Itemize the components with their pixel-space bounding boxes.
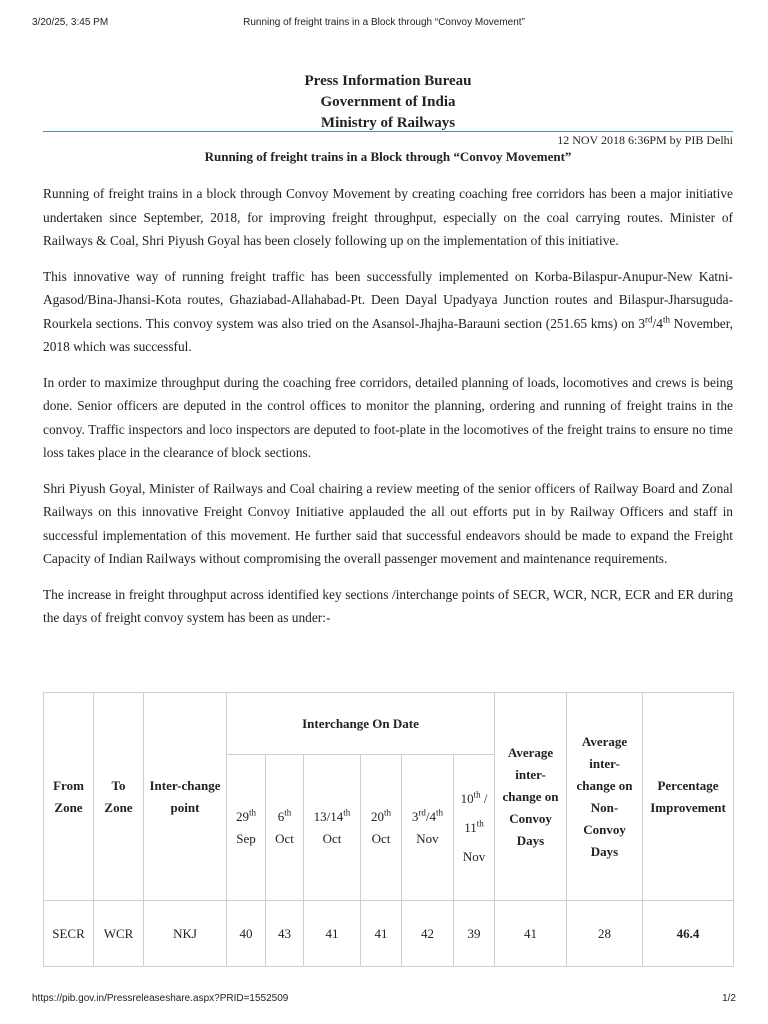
org-ministry: Ministry of Railways bbox=[320, 115, 456, 131]
header-date-1: 29th Sep bbox=[227, 755, 266, 901]
release-dateline: 12 NOV 2018 6:36PM by PIB Delhi bbox=[557, 133, 733, 147]
header-date-4: 20th Oct bbox=[361, 755, 402, 901]
paragraph-1: Running of freight trains in a block through Convoy Movement by creating coaching free corridors has been a major initiative undertaken since September, 2018, for improving freight throughput, especially on the coal carrying routes. Minister of Railways & Coal, Shri Piyush Goyal has been closely following up on the implementation of this initiative. bbox=[43, 186, 733, 248]
header-date-5: 3rd/4th Nov bbox=[402, 755, 454, 901]
header-date-6: 10th / 11th Nov bbox=[454, 755, 495, 901]
header-divider bbox=[43, 131, 733, 132]
org-block bbox=[0, 71, 768, 134]
page-url: https://pib.gov.in/Pressreleaseshare.aspx?PRID=1552509 bbox=[32, 993, 289, 1004]
interchange-table bbox=[43, 692, 734, 967]
print-doc-title: Running of freight trains in a Block through “Convoy Movement” bbox=[243, 17, 525, 28]
release-headline: Running of freight trains in a Block through “Convoy Movement” bbox=[204, 149, 572, 164]
cell-date-5: 42 bbox=[402, 901, 454, 967]
header-avg-non-convoy: Average inter-change on Non-Convoy Days bbox=[567, 693, 643, 901]
header-to-zone: To Zone bbox=[94, 693, 144, 901]
paragraph-5: The increase in freight throughput across identified key sections /interchange points of SECR, WCR, NCR, ECR and ER during the days of freight convoy system has been as under:- bbox=[43, 586, 733, 625]
cell-percentage-improvement: 46.4 bbox=[643, 901, 734, 967]
header-interchange-point: Inter-change point bbox=[144, 693, 227, 901]
cell-date-4: 41 bbox=[361, 901, 402, 967]
cell-interchange-point: NKJ bbox=[144, 901, 227, 967]
paragraph-3: In order to maximize throughput during the coaching free corridors, detailed planning of loads, locomotives and crews is being done. Senior officers are deputed in the control offices to monitor the planning, ordering and running of freight trains in the convoy. Traffic inspectors and loco inspectors are deputed to foot-plate in the locomotives of the freight trains to ensure no time loss takes place in the clearance of block sections. bbox=[43, 374, 733, 460]
table-row bbox=[44, 901, 734, 967]
paragraph-4: Shri Piyush Goyal, Minister of Railways and Coal chairing a review meeting of the senior officers of Railway Board and Zonal Railways on this innovative Freight Convoy Initiative applauded the all out efforts put in by Railway Officers and staff in successful implementation of this movement. He further said that successful endeavors should be made to expand the Freight Capacity of Indian Railways without compromising the overall passenger movement and maintenance requirements. bbox=[43, 480, 733, 566]
header-date-2: 6th Oct bbox=[266, 755, 304, 901]
cell-avg-non-convoy: 28 bbox=[567, 901, 643, 967]
header-percentage-improvement: Percentage Improvement bbox=[643, 693, 734, 901]
cell-avg-convoy: 41 bbox=[495, 901, 567, 967]
cell-date-6: 39 bbox=[454, 901, 495, 967]
paragraph-2: This innovative way of running freight traffic has been successfully implemented on Korba-Bilaspur-Anupur-New Katni-Agasod/Bina-Jhansi-Kota routes, Ghaziabad-Allahabad-Pt. Deen Dayal Upadyaya Junction routes and Bilaspur-Jharsuguda-Rourkela sections. This convoy system was also tried on the Asansol-Jhajha-Barauni section (251.65 kms) on 3rd/4th November, 2018 which was successful. bbox=[43, 268, 733, 354]
header-avg-convoy: Average inter-change on Convoy Days bbox=[495, 693, 567, 901]
cell-to-zone: WCR bbox=[94, 901, 144, 967]
cell-date-1: 40 bbox=[227, 901, 266, 967]
page-number: 1/2 bbox=[722, 993, 736, 1004]
header-interchange-on-date: Interchange On Date bbox=[227, 693, 495, 755]
org-government: Government of India bbox=[320, 94, 456, 110]
cell-from-zone: SECR bbox=[44, 901, 94, 967]
org-name: Press Information Bureau bbox=[304, 73, 472, 89]
release-body bbox=[43, 182, 733, 642]
header-date-3: 13/14th Oct bbox=[304, 755, 361, 901]
header-from-zone: From Zone bbox=[44, 693, 94, 901]
cell-date-3: 41 bbox=[304, 901, 361, 967]
print-datetime: 3/20/25, 3:45 PM bbox=[32, 17, 109, 28]
print-header bbox=[0, 17, 768, 31]
print-footer bbox=[0, 993, 768, 1007]
cell-date-2: 43 bbox=[266, 901, 304, 967]
